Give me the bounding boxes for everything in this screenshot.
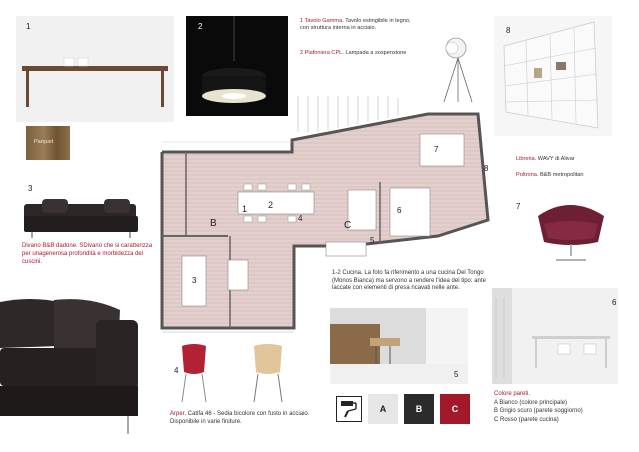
- parquet-swatch: [26, 126, 70, 160]
- plafoniera-text: Lampada a sospensione: [345, 50, 407, 56]
- plafoniera-title: 2 Plafoniera CPL.: [300, 50, 344, 56]
- swatch-b-label: B: [415, 404, 423, 414]
- wavy-bookcase-illustration: [494, 16, 612, 136]
- colori-c: C Rosso (parete cucina): [494, 416, 559, 423]
- panel-number-1: 1: [26, 22, 31, 31]
- cucina-text: 1-2 Cucina. La foto fa riferimento a una cucina Del Tongo (Monos Bianca) ma servono a rendere l'idea del tipo: ante laccate con elementi di presa ricavati nelle ante.: [332, 270, 486, 292]
- swatch-a: [368, 394, 398, 424]
- floor-lamp-illustration: [436, 32, 480, 104]
- plan-label-5: 5: [370, 236, 375, 245]
- poltrona-title: Poltrona.: [516, 172, 539, 178]
- plafoniera-note: [300, 50, 412, 57]
- panel-number-2: 2: [198, 22, 203, 31]
- colori-legend: [494, 390, 624, 424]
- colori-b: B Grigio scuro (parete soggiorno): [494, 408, 583, 414]
- sofa-closeup-illustration: [0, 296, 142, 436]
- libreria-title: Libreria.: [516, 156, 537, 162]
- arper-title: Arper.: [170, 411, 187, 417]
- colori-title: Colore pareti.: [494, 391, 531, 397]
- divano-text: Divano B&B dadone. SDivano che si caratterizza per unagenerosa profondità e morbidezza dei cuscini.: [22, 243, 153, 265]
- sofa-illustration: [22, 196, 140, 240]
- panel-number-7: 7: [516, 202, 521, 211]
- plan-label-7: 7: [434, 145, 439, 154]
- tavolo-text: Tavolo estingibile in legno, con struttura interna in acciaio.: [300, 18, 411, 31]
- floor-plan: [148, 96, 498, 336]
- tavolo-title: 1 Tavolo Gamma.: [300, 18, 344, 24]
- wood-chair-illustration: [248, 342, 288, 404]
- plan-label-C: C: [344, 220, 352, 231]
- poltrona-note: [516, 172, 616, 179]
- swatch-a-label: A: [379, 404, 387, 414]
- panel-number-3: 3: [28, 184, 33, 193]
- plan-label-1: 1: [242, 204, 248, 214]
- panel-number-5: 5: [454, 370, 459, 379]
- plan-label-B: B: [210, 218, 217, 229]
- panel-number-4: 4: [174, 366, 179, 375]
- plan-label-8: 8: [484, 164, 489, 173]
- kitchen-illustration: [330, 308, 468, 384]
- dining-photo: [492, 288, 618, 384]
- panel-number-6: 6: [612, 298, 617, 307]
- bookcase-photo: [494, 16, 612, 136]
- libreria-note: [516, 156, 616, 163]
- armchair-illustration: [530, 194, 612, 266]
- roller-glyph: [337, 397, 360, 420]
- parquet-label: Parquet: [34, 139, 54, 145]
- divano-note: [22, 242, 158, 266]
- libreria-text: WAVY di Alivar: [537, 156, 575, 162]
- swatch-c-label: C: [451, 404, 459, 414]
- colori-a: A Bianco (colore principale): [494, 399, 568, 406]
- red-chair-illustration: [176, 342, 212, 404]
- plan-label-2: 2: [268, 200, 274, 210]
- plan-label-6: 6: [397, 206, 402, 215]
- paint-roller-icon: [336, 396, 362, 422]
- arper-note: [170, 410, 320, 426]
- kitchen-photo: [330, 308, 468, 384]
- plan-label-4: 4: [298, 214, 303, 223]
- poltrona-text: B&B metropolitan: [539, 172, 584, 178]
- panel-number-8: 8: [506, 26, 511, 35]
- tavolo-note: [300, 18, 412, 32]
- plan-label-3: 3: [192, 276, 197, 285]
- dining-illustration: [492, 288, 618, 384]
- cucina-note: [332, 270, 490, 293]
- arper-text: Catifa 46 - Sedia bicolore con fusto in acciaio. Disponibile in varie finiture.: [170, 411, 310, 425]
- swatch-b: [404, 394, 434, 424]
- swatch-c: [440, 394, 470, 424]
